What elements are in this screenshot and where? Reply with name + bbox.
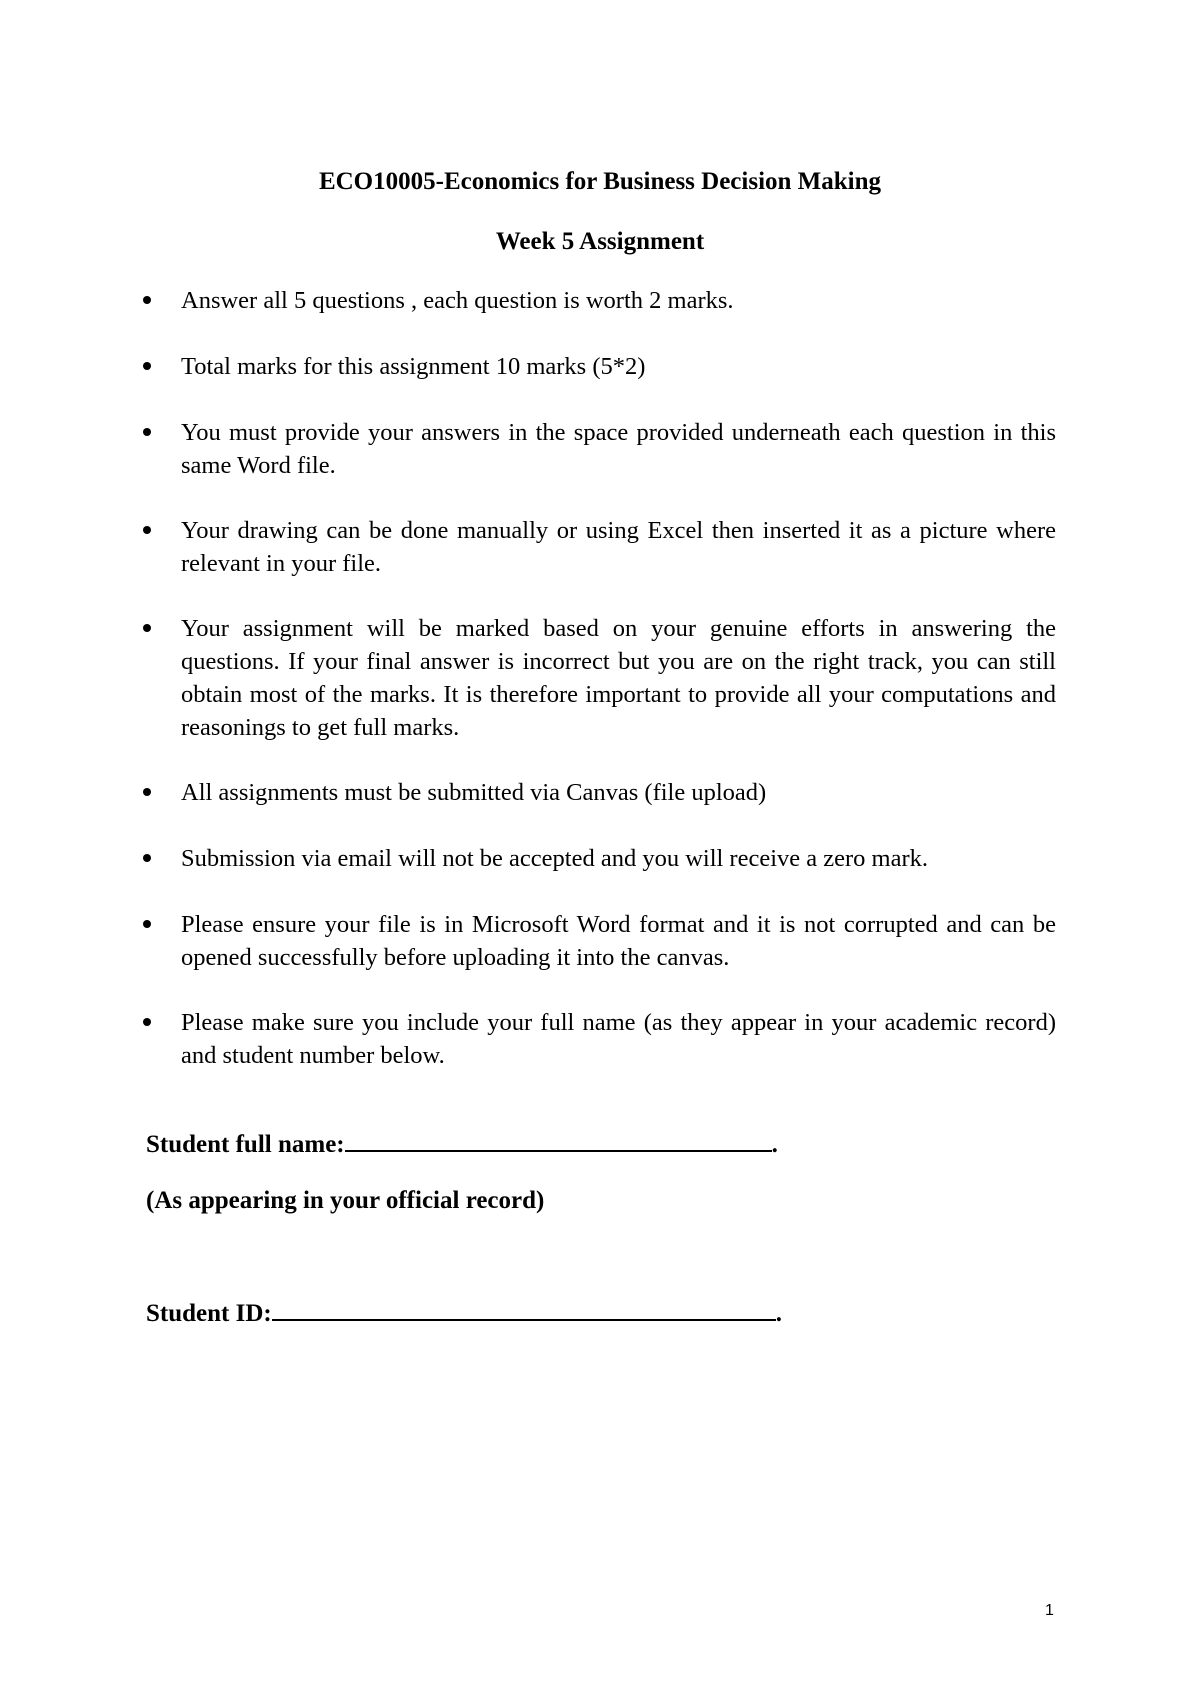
student-name-line[interactable]	[345, 1128, 772, 1152]
instruction-text: You must provide your answers in the space provided underneath each question in this same Word file.	[181, 419, 1056, 479]
student-name-label: Student full name:	[146, 1131, 345, 1158]
bullet-icon	[143, 362, 151, 370]
instruction-text: Total marks for this assignment 10 marks (5*2)	[181, 353, 646, 380]
instruction-text: All assignments must be submitted via Canvas (file upload)	[181, 779, 767, 806]
bullet-icon	[143, 788, 151, 796]
student-id-label: Student ID:	[146, 1300, 272, 1327]
bullet-icon	[143, 526, 151, 534]
student-id-end: .	[775, 1300, 782, 1327]
bullet-icon	[143, 624, 151, 632]
bullet-icon	[143, 1018, 151, 1026]
bullet-icon	[143, 428, 151, 436]
instruction-item	[181, 776, 1056, 809]
instruction-item	[181, 416, 1056, 482]
student-id-line[interactable]	[272, 1297, 776, 1321]
bullet-icon	[143, 296, 151, 304]
student-name-end: .	[771, 1131, 778, 1158]
instruction-text: Answer all 5 questions , each question is worth 2 marks.	[181, 287, 734, 314]
instruction-text: Please ensure your file is in Microsoft Word format and it is not corrupted and can be opened successfully before uploading it into the canvas.	[181, 911, 1056, 971]
document-subtitle: Week 5 Assignment	[495, 228, 705, 255]
instruction-text: Your drawing can be done manually or using Excel then inserted it as a picture where relevant in your file.	[181, 517, 1056, 577]
student-name-field[interactable]	[146, 1128, 778, 1161]
bullet-icon	[143, 920, 151, 928]
instruction-text: Please make sure you include your full name (as they appear in your academic record) and student number below.	[181, 1009, 1056, 1069]
page-number: 1	[1045, 1602, 1054, 1619]
student-id-field[interactable]	[146, 1297, 782, 1330]
instruction-item	[181, 514, 1056, 580]
instruction-text: Submission via email will not be accepted and you will receive a zero mark.	[181, 845, 929, 872]
instruction-item	[181, 1006, 1056, 1072]
document-title: ECO10005-Economics for Business Decision Making	[318, 168, 882, 195]
instruction-item	[181, 284, 1056, 317]
record-note: (As appearing in your official record)	[146, 1187, 545, 1214]
instruction-item	[181, 350, 1056, 383]
instruction-text: Your assignment will be marked based on your genuine efforts in answering the questions. If your final answer is incorrect but you are on the right track, you can still obtain most of the marks. It is therefore important to provide all your computations and reasonings to get full marks.	[181, 615, 1056, 741]
instruction-item	[181, 612, 1056, 744]
instruction-item	[181, 908, 1056, 974]
bullet-icon	[143, 854, 151, 862]
instruction-item	[181, 842, 1056, 875]
